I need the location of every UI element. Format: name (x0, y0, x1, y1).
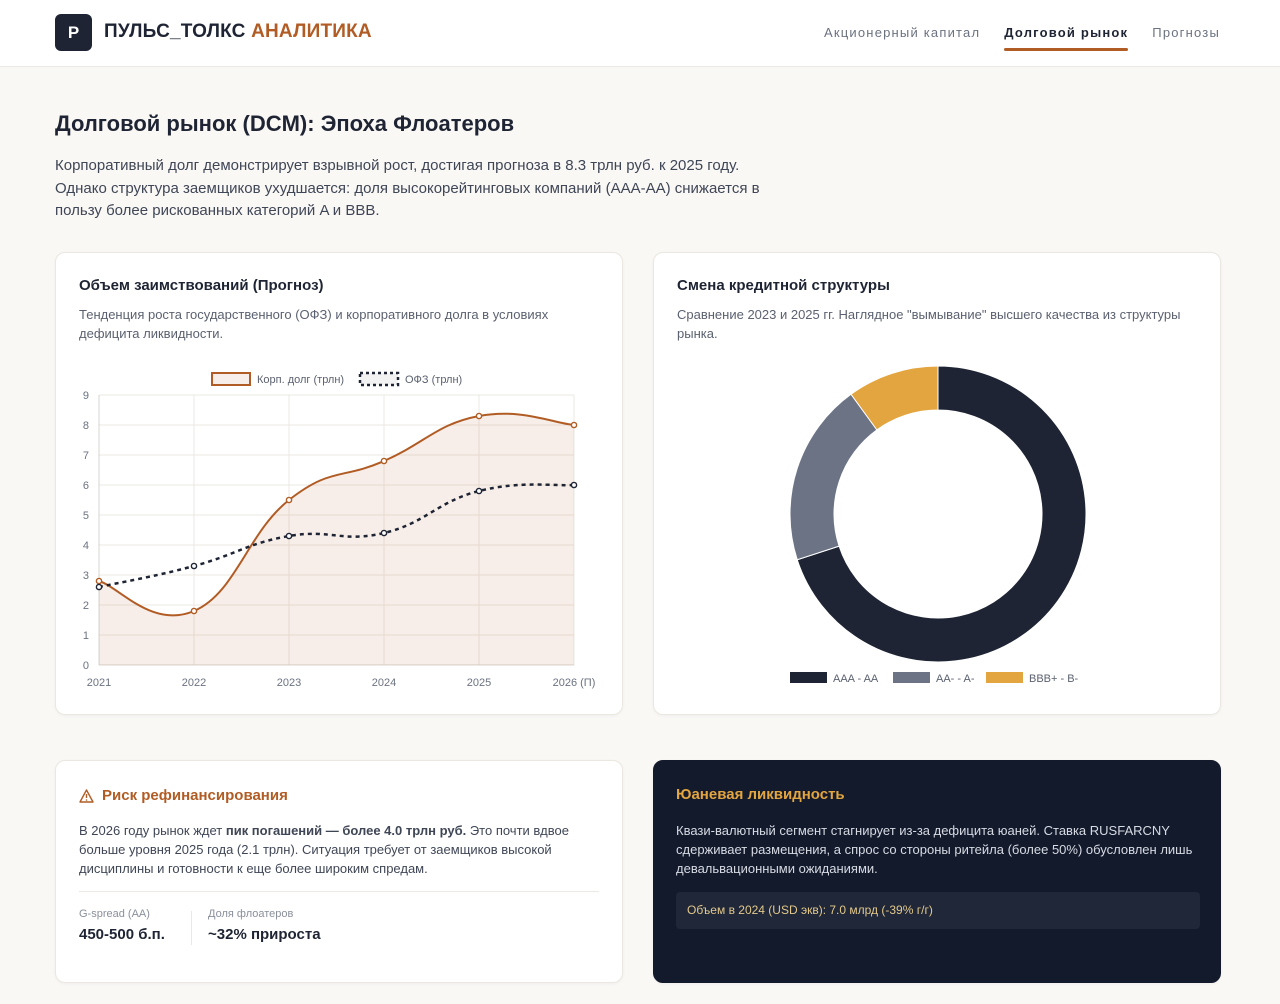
y-tick-label: 6 (82, 480, 89, 492)
stat-separator (191, 911, 192, 945)
data-point (191, 563, 196, 568)
brand-name[interactable] (104, 21, 372, 43)
series-area-fill (99, 414, 574, 665)
yuan-liquidity-card (653, 760, 1221, 983)
yuan-title: Юаневая ликвидность (676, 786, 845, 803)
data-point (191, 608, 196, 613)
brand-accent: АНАЛИТИКА (251, 21, 372, 42)
risk-title-text: Риск рефинансирования (102, 787, 288, 804)
nav-equity[interactable]: Акционерный капитал (824, 25, 981, 40)
risk-text-pre: В 2026 году рынок ждет (79, 823, 226, 838)
yuan-volume-box: Объем в 2024 (USD экв): 7.0 млрд (-39% г/г) (676, 892, 1200, 929)
borrowing-volume-card (55, 252, 623, 715)
refinancing-risk-card (55, 760, 623, 983)
main-nav (824, 0, 1220, 67)
legend-label: Корп. долг (трлн) (257, 374, 345, 386)
card-title: Объем заимствований (Прогноз) (79, 277, 324, 294)
risk-text-post: Это почти вдвое больше уровня 2025 года (2.1 трлн). Ситуация требует от заемщиков высокой дисциплины и готовности к еще более широким спредам. (79, 823, 569, 876)
stat-label: Доля флоатеров (208, 908, 294, 920)
x-tick-label: 2021 (86, 677, 112, 689)
credit-structure-card (653, 252, 1221, 715)
y-tick-label: 4 (82, 540, 89, 552)
legend-swatch (986, 672, 1023, 683)
data-point (476, 488, 481, 493)
stat-label: G-spread (AA) (79, 908, 150, 920)
data-point (286, 497, 291, 502)
x-tick-label: 2026 (П) (552, 677, 596, 689)
card-title: Смена кредитной структуры (677, 277, 890, 294)
data-point (571, 422, 576, 427)
card-subtitle: Тенденция роста государственного (ОФЗ) и корпоративного долга в условиях дефицита ликвидности. (79, 307, 549, 341)
data-point (286, 533, 291, 538)
donut-slice (790, 394, 877, 559)
x-tick-label: 2025 (466, 677, 492, 689)
y-tick-label: 8 (82, 420, 89, 432)
stat-floaters-share (208, 908, 321, 943)
card-subtitle: Сравнение 2023 и 2025 гг. Наглядное "вымывание" высшего качества из структуры рынка. (677, 307, 1181, 341)
y-tick-label: 2 (82, 600, 89, 612)
stat-value: ~32% прироста (208, 926, 321, 943)
legend-label: AAA - AA (833, 673, 879, 685)
legend-swatch (212, 373, 250, 385)
legend-label: ОФЗ (трлн) (405, 374, 463, 386)
data-point (476, 413, 481, 418)
data-point (96, 584, 101, 589)
borrowing-line-chart (56, 253, 624, 716)
y-tick-label: 3 (82, 570, 89, 582)
y-tick-label: 7 (82, 450, 89, 462)
stat-value: 450-500 б.п. (79, 926, 165, 943)
legend-swatch (360, 373, 398, 385)
data-point (571, 482, 576, 487)
y-tick-label: 5 (82, 510, 89, 522)
top-header (0, 0, 1280, 67)
legend-label: BBB+ - B- (1029, 673, 1079, 685)
stat-g-spread (79, 908, 165, 943)
nav-debt-market[interactable]: Долговой рынок (1004, 0, 1128, 67)
risk-title (79, 787, 288, 804)
risk-text-bold: пик погашений — более 4.0 трлн руб. (225, 823, 467, 838)
risk-text (79, 821, 609, 878)
data-point (381, 458, 386, 463)
data-point (96, 578, 101, 583)
y-tick-label: 0 (82, 660, 89, 672)
x-tick-label: 2023 (276, 677, 302, 689)
data-point (381, 530, 386, 535)
warning-icon (79, 789, 94, 803)
logo-icon[interactable]: P (55, 14, 92, 51)
page-title: Долговой рынок (DCM): Эпоха Флоатеров (55, 111, 515, 136)
divider (79, 891, 599, 892)
y-tick-label: 9 (82, 390, 89, 402)
yuan-text: Квази-валютный сегмент стагнирует из-за дефицита юаней. Ставка RUSFARCNY сдерживает размещения, а спрос со стороны ритейла (более 50%) обусловлен лишь девальвационными ожиданиями. (676, 823, 1193, 876)
page-intro: Корпоративный долг демонстрирует взрывной рост, достигая прогноза в 8.3 трлн руб. к 2025 году. Однако структура заемщиков ухудшается: доля высокорейтинговых компаний (AAA-AA) снижается в пользу более рискованных категорий A и BBB. (55, 157, 760, 219)
legend-label: AA- - A- (936, 673, 975, 685)
legend-swatch (893, 672, 930, 683)
x-tick-label: 2024 (371, 677, 397, 689)
credit-structure-donut-chart (654, 253, 1222, 716)
legend-swatch (790, 672, 827, 683)
x-tick-label: 2022 (181, 677, 207, 689)
y-tick-label: 1 (82, 630, 89, 642)
nav-forecasts[interactable]: Прогнозы (1152, 25, 1220, 40)
brand-main: ПУЛЬС_ТОЛКС (104, 21, 246, 42)
